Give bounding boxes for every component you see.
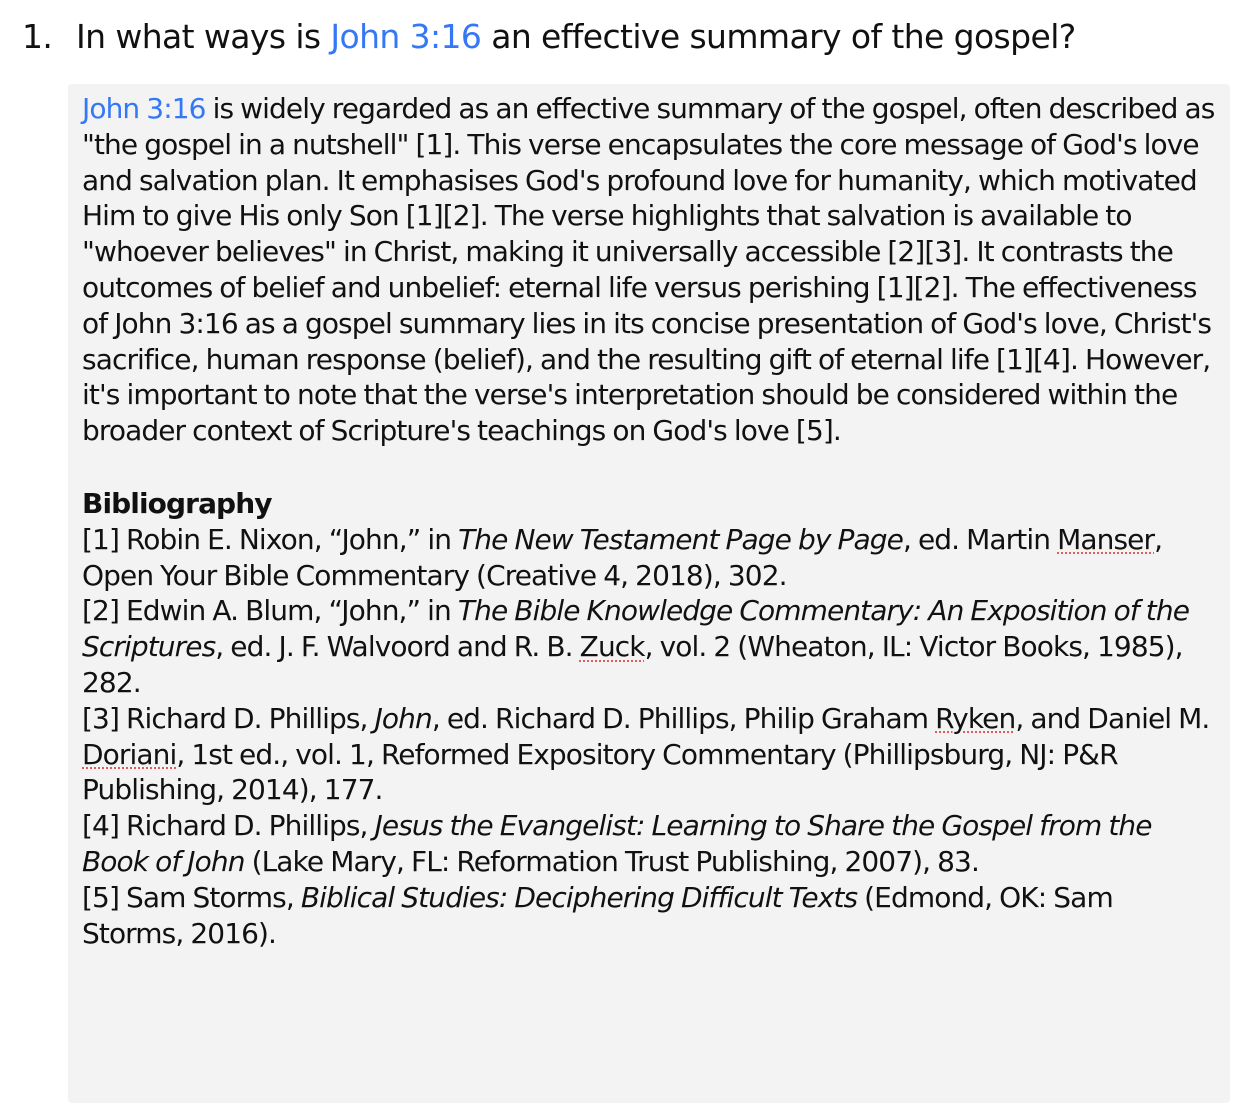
entry-text: [1] Robin E. Nixon, “John,” in [82,522,459,556]
entry-text: , ed. Richard D. Phillips, Philip Graham [431,701,936,735]
spellcheck-flagged-word[interactable]: Ryken [935,701,1016,735]
entry-text: , 1st ed., vol. 1, Reformed Expository Commentary (Phillipsburg, NJ: P&R Publishing, 2014), 177. [82,737,1118,807]
question-prefix: In what ways is [76,17,331,56]
answer-verse-link[interactable]: John 3:16 [82,92,206,125]
entry-text: [5] Sam Storms, [82,880,301,914]
spellcheck-flagged-word[interactable]: Zuck [579,630,645,664]
entry-text: [4] Richard D. Phillips, [82,809,375,843]
question-number: 1. [22,17,53,56]
question-verse-link[interactable]: John 3:16 [330,17,482,56]
bibliography-entry [82,808,1216,880]
bibliography-entry [82,593,1216,700]
entry-text: [2] Edwin A. Blum, “John,” in [82,594,458,628]
entry-title: The New Testament Page by Page [458,522,903,556]
entry-text: , vol. 2 (Wheaton, IL: Victor Books, 1985), 282. [82,630,1183,699]
entry-text: , ed. J. F. Walvoord and R. B. [215,630,580,664]
answer-block [68,84,1230,1103]
entry-text: (Lake Mary, FL: Reformation Trust Publishing, 2007), 83. [244,844,979,878]
entry-text: , ed. Martin [902,522,1058,556]
bibliography-entry [82,880,1216,952]
entry-title: John [374,701,432,735]
question-heading [22,14,1222,60]
question-suffix: an effective summary of the gospel? [481,17,1076,56]
bibliography-entry [82,701,1216,808]
spellcheck-flagged-word[interactable]: Manser [1057,522,1155,556]
entry-title: Biblical Studies: Deciphering Difficult Texts [300,880,858,914]
entry-text: , Open Your Bible Commentary (Creative 4, 2018), 302. [82,522,1163,592]
answer-body: is widely regarded as an effective summary of the gospel, often described as "the gospel in a nutshell" [1]. This verse encapsulates the core message of God's love and salvation plan. It emphasises God's profound love for humanity, which motivated Him to give His only Son [1][2]. The verse highlights that salvation is available to "whoever believes" in Christ, making it universally accessible [2][3]. It contrasts the outcomes of belief and unbelief: eternal life versus perishing [1][2]. The effectiveness of John 3:16 as a gospel summary lies in its concise presentation of God's love, Christ's sacrifice, human response (belief), and the resulting gift of eternal life [1][4]. However, it's important to note that the verse's interpretation should be considered within the broader context of Scripture's teachings on God's love [5]. [82,92,1215,448]
entry-text: (Edmond, OK: Sam Storms, 2016). [82,880,1113,950]
entry-text: , and Daniel M. [1015,701,1210,735]
entry-title: Jesus the Evangelist: Learning to Share the Gospel from the Book of John [82,809,1152,878]
bibliography-heading: Bibliography [82,486,272,520]
bibliography-entry [82,522,1216,594]
spellcheck-flagged-word[interactable]: Doriani [82,737,177,771]
entry-text: [3] Richard D. Phillips, [82,701,375,735]
answer-paragraph [82,91,1216,449]
entry-title: The Bible Knowledge Commentary: An Exposition of the Scriptures [82,594,1190,664]
